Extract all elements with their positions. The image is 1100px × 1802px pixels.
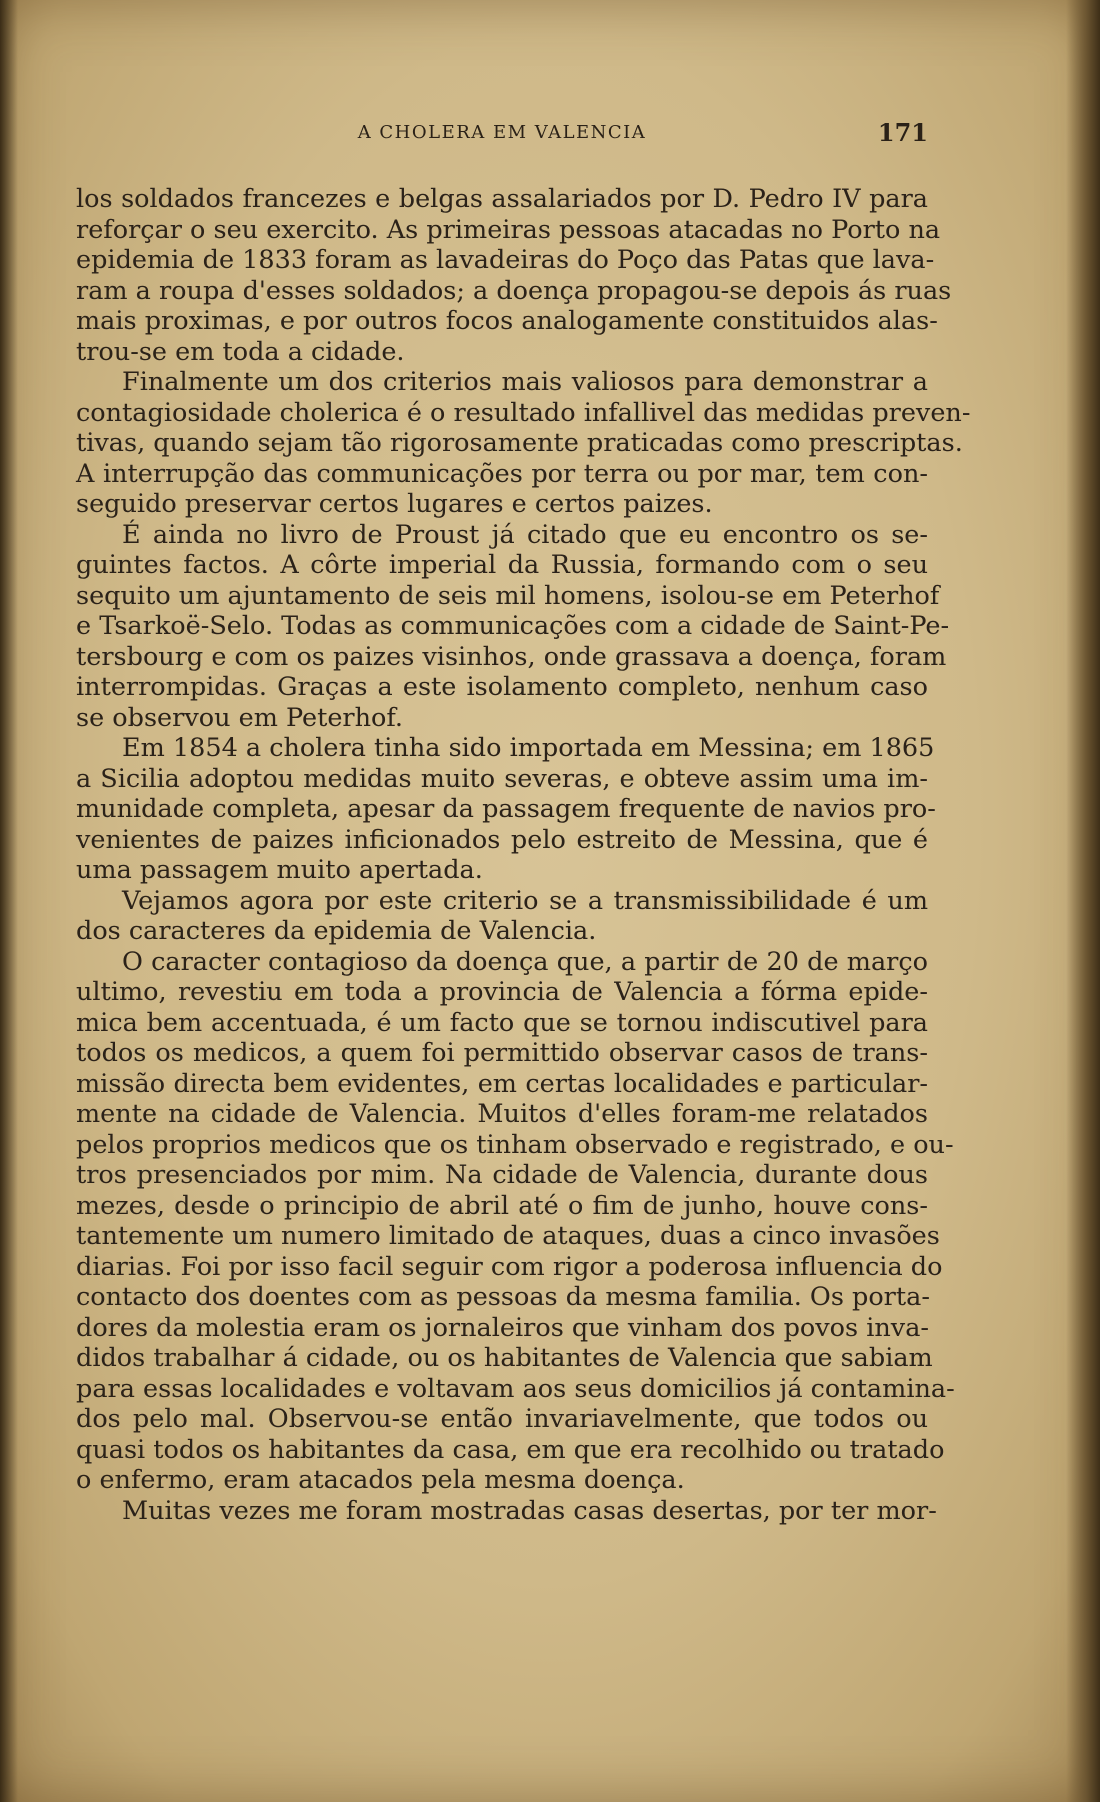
body-text — [76, 184, 971, 1526]
text-line: tivas, quando sejam tão rigorosamente praticadas como prescriptas. — [76, 428, 963, 458]
text-line: Finalmente um dos criterios mais valiosos para demonstrar a — [122, 367, 928, 397]
running-title: A CHOLERA EM VALENCIA — [357, 122, 647, 143]
text-line: diarias. Foi por isso facil seguir com rigor a poderosa influencia do — [76, 1251, 943, 1282]
text-line: e Tsarkoë-Selo. Todas as communicações com a cidade de Saint-Pe- — [76, 611, 950, 641]
paragraph — [76, 946, 955, 1496]
text-line: A interrupção das communicações por terra ou por mar, tem con- — [76, 458, 928, 489]
paragraph — [76, 519, 950, 734]
text-line: ultimo, revestiu em toda a provincia de Valencia a fórma epide- — [76, 977, 928, 1007]
text-line: tantemente um numero limitado de ataques, duas a cinco invasões — [76, 1221, 940, 1251]
text-line: Vejamos agora por este criterio se a transmissibilidade é um — [122, 885, 928, 916]
text-line: ram a roupa d'esses soldados; a doença propagou-se depois ás ruas — [76, 275, 952, 306]
text-line: mente na cidade de Valencia. Muitos d'elles foram-me relatados — [76, 1099, 928, 1129]
text-line: trou-se em toda a cidade. — [76, 336, 405, 367]
text-line: epidemia de 1833 foram as lavadeiras do Poço das Patas que lava- — [76, 245, 935, 275]
text-line: sequito um ajuntamento de seis mil homens, isolou-se em Peterhof — [76, 580, 940, 611]
text-line: mais proximas, e por outros focos analogamente constituidos alas- — [76, 306, 938, 336]
text-line: interrompidas. Graças a este isolamento completo, nenhum caso — [76, 672, 928, 702]
text-line: quasi todos os habitantes da casa, em que era recolhido ou tratado — [76, 1434, 945, 1465]
text-line: tersbourg e com os paizes visinhos, onde grassava a doença, foram — [76, 641, 947, 672]
text-line: didos trabalhar á cidade, ou os habitantes de Valencia que sabiam — [76, 1343, 933, 1373]
text-line: Em 1854 a cholera tinha sido importada em Messina; em 1865 — [122, 733, 935, 763]
text-line: venientes de paizes inficionados pelo estreito de Messina, que é — [76, 824, 928, 855]
text-line: los soldados francezes e belgas assalariados por D. Pedro IV para — [76, 184, 928, 214]
paragraph — [76, 886, 928, 947]
text-line: missão directa bem evidentes, em certas localidades e particular- — [76, 1068, 928, 1099]
text-line: reforçar o seu exercito. As primeiras pessoas atacadas no Porto na — [76, 214, 941, 245]
text-line: dos pelo mal. Observou-se então invariavelmente, que todos ou — [76, 1404, 928, 1434]
text-line: munidade completa, apesar da passagem frequente de navios pro- — [76, 794, 936, 824]
paragraph — [76, 184, 952, 367]
text-line: uma passagem muito apertada. — [76, 855, 483, 885]
text-line: dos caracteres da epidemia de Valencia. — [76, 916, 597, 946]
paragraph — [76, 1495, 937, 1527]
text-line: seguido preservar certos lugares e certos paizes. — [76, 489, 713, 519]
text-line: pelos proprios medicos que os tinham observado e registrado, e ou- — [76, 1129, 954, 1160]
page-header — [76, 118, 928, 148]
text-line: mezes, desde o principio de abril até o fim de junho, houve cons- — [76, 1190, 928, 1221]
text-line: se observou em Peterhof. — [76, 702, 404, 733]
text-line: tros presenciados por mim. Na cidade de Valencia, durante dous — [76, 1160, 928, 1190]
text-line: contagiosidade cholerica é o resultado infallivel das medidas preven- — [76, 397, 971, 428]
text-line: mica bem accentuada, é um facto que se tornou indiscutivel para — [76, 1007, 928, 1038]
text-line: para essas localidades e voltavam aos seus domicilios já contamina- — [76, 1373, 955, 1404]
text-line: o enfermo, eram atacados pela mesma doença. — [76, 1465, 685, 1495]
text-line: todos os medicos, a quem foi permittido observar casos de trans- — [76, 1038, 928, 1068]
text-line: É ainda no livro de Proust já citado que eu encontro os se- — [122, 519, 928, 550]
paragraph — [76, 733, 936, 886]
text-line: Muitas vezes me foram mostradas casas desertas, por ter mor- — [122, 1495, 937, 1526]
text-line: O caracter contagioso da doença que, a partir de 20 de março — [122, 946, 928, 977]
paragraph — [76, 367, 971, 520]
text-line: contacto dos doentes com as pessoas da mesma familia. Os porta- — [76, 1282, 930, 1312]
text-line: a Sicilia adoptou medidas muito severas, e obteve assim uma im- — [76, 763, 928, 794]
text-line: guintes factos. A côrte imperial da Russia, formando com o seu — [76, 550, 928, 580]
text-line: dores da molestia eram os jornaleiros que vinham dos povos inva- — [76, 1312, 930, 1343]
page-number: 171 — [877, 118, 928, 147]
